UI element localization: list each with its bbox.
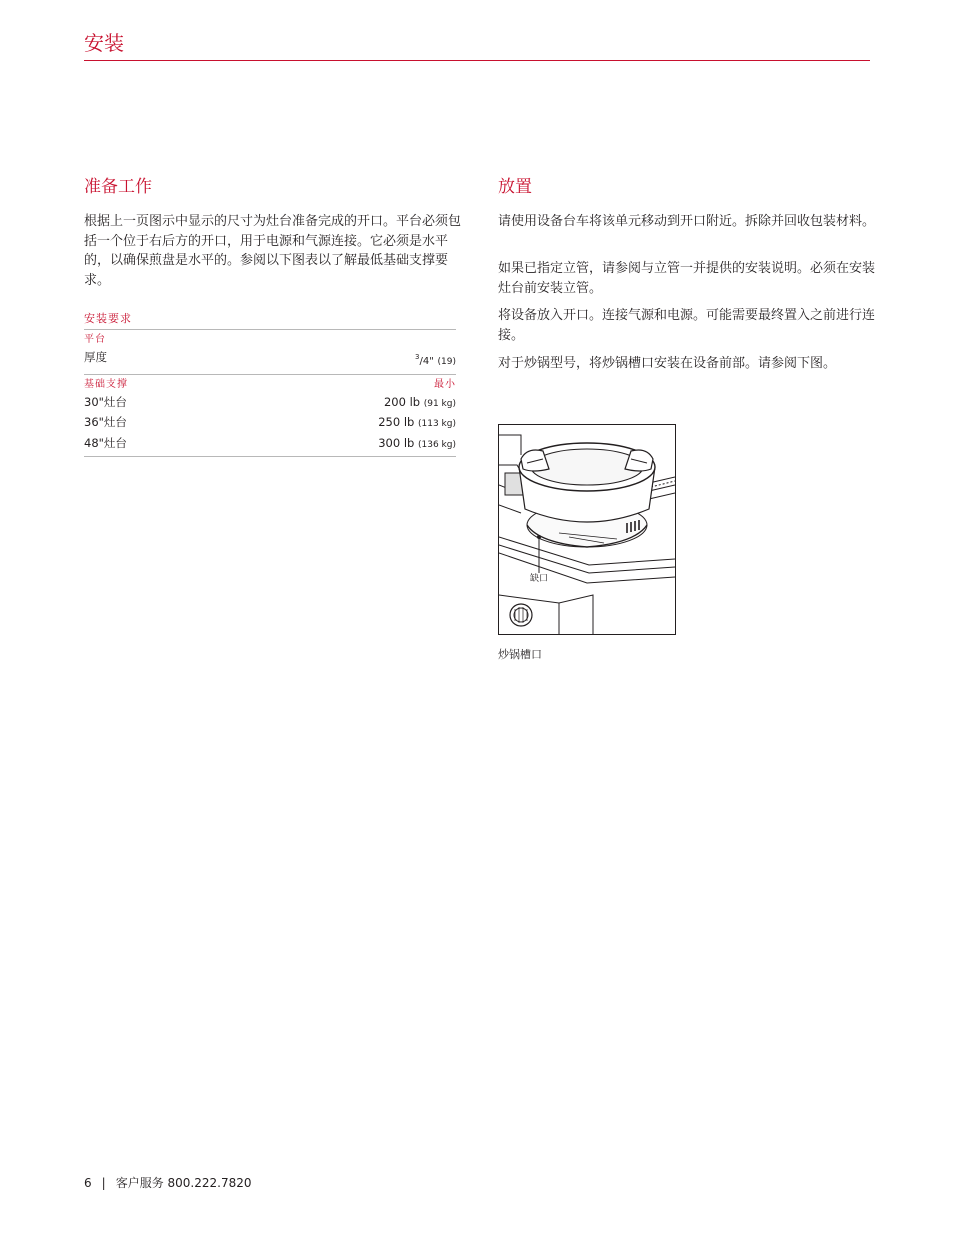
notch-label: 缺口	[530, 574, 549, 584]
preparation-paragraph: 根据上一页图示中显示的尺寸为灶台准备完成的开口。平台必须包括一个位于右后方的开口，用于电源和气源连接。它必须是水平的，以确保煎盘是水平的。参阅以下图表以了解最低基础支撑要求。	[84, 214, 462, 288]
table-row	[84, 348, 456, 375]
base-support-label: 基础支撑	[84, 378, 128, 390]
wok-ring-drawing	[499, 425, 675, 634]
placement-paragraph-2: 如果已指定立管，请参阅与立管一并提供的安装说明。必须在安装灶台前安装立管。	[498, 261, 876, 296]
page-title: 安装	[84, 31, 124, 55]
thickness-label: 厚度	[84, 350, 107, 364]
page-footer	[84, 1175, 251, 1191]
wok-notch-illustration	[498, 424, 676, 635]
placement-paragraph-4: 对于炒锅型号，将炒锅槽口安装在设备前部。请参阅下图。	[498, 356, 837, 371]
row-value: 200 lb (91 kg)	[383, 394, 456, 409]
thickness-value: $^3$/4" (19)	[415, 353, 456, 367]
platform-subheading	[84, 330, 456, 348]
row-label: 36"灶台	[84, 415, 127, 429]
platform-label: 平台	[84, 334, 106, 345]
table-row	[84, 393, 456, 414]
preparation-heading: 准备工作	[84, 177, 152, 197]
placement-heading: 放置	[498, 177, 532, 197]
row-value: 250 lb (113 kg)	[378, 415, 456, 429]
base-support-subheading	[84, 375, 456, 393]
customer-service-text: 客户服务 800.222.7820	[115, 1176, 252, 1190]
installation-requirements-table	[84, 311, 456, 457]
footer-separator: |	[101, 1176, 106, 1190]
row-value: 300 lb (136 kg)	[378, 435, 456, 450]
page-number: 6	[84, 1176, 92, 1190]
minimum-label: 最小	[434, 378, 456, 390]
row-label: 48"灶台	[84, 435, 127, 450]
table-row	[84, 434, 456, 458]
table-title: 安装要求	[84, 311, 456, 330]
figure-caption: 炒锅槽口	[498, 648, 542, 661]
placement-paragraph-1: 请使用设备台车将该单元移动到开口附近。拆除并回收包装材料。	[498, 214, 876, 229]
row-label: 30"灶台	[84, 394, 127, 409]
placement-paragraph-3: 将设备放入开口。连接气源和电源。可能需要最终置入之前进行连接。	[498, 308, 876, 343]
table-row	[84, 413, 456, 434]
title-divider	[84, 60, 870, 61]
